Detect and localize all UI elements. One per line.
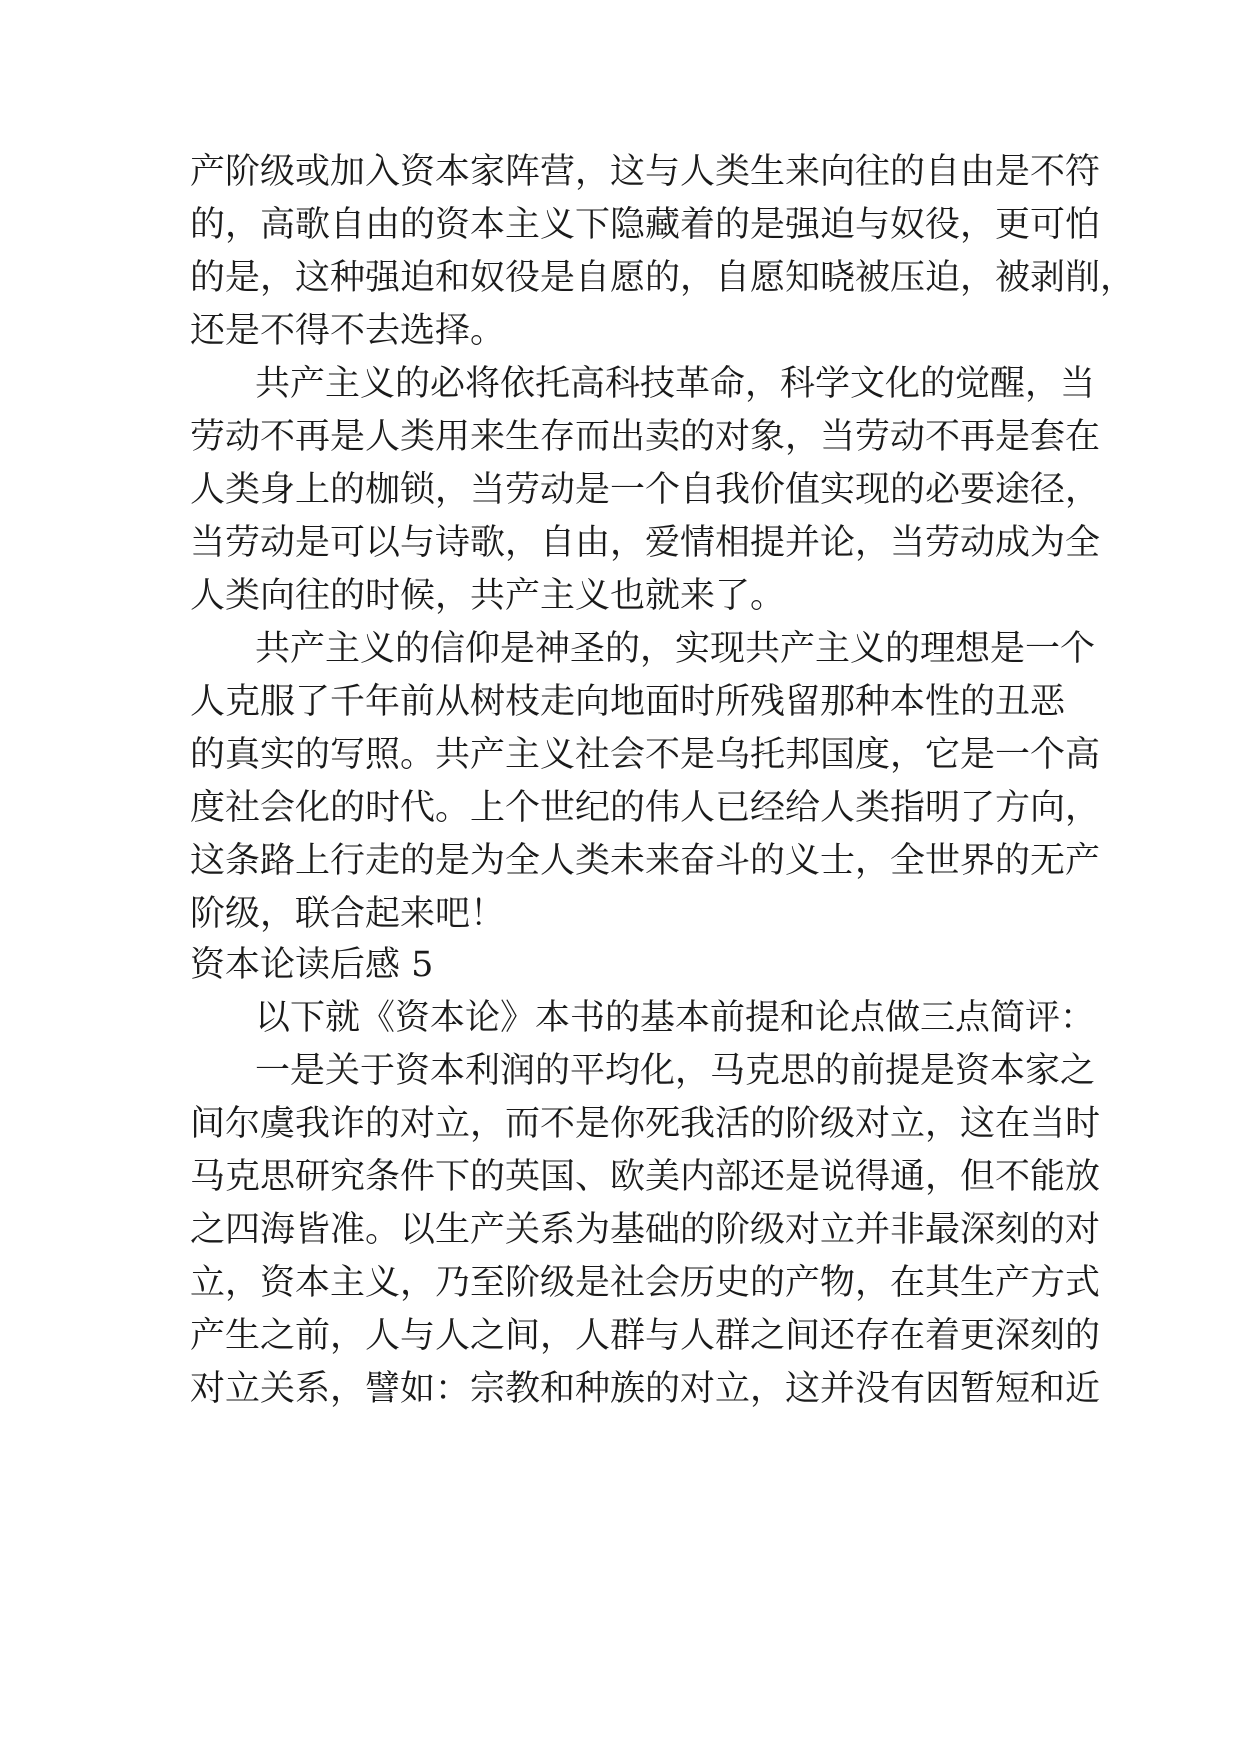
text-line: 人克服了千年前从树枝走向地面时所残留那种本性的丑恶 (190, 682, 1066, 722)
text-line: 还是不得不去选择。 (190, 311, 506, 351)
text-line: 马克思研究条件下的英国、欧美内部还是说得通，但不能放 (190, 1157, 1101, 1197)
text-line: 这条路上行走的是为全人类未来奋斗的义士，全世界的无产 (190, 841, 1101, 881)
text-line: 共产主义的必将依托高科技革命，科学文化的觉醒，当 (255, 364, 1096, 404)
text-line: 阶级，联合起来吧！ (190, 894, 506, 934)
text-line: 劳动不再是人类用来生存而出卖的对象，当劳动不再是套在 (190, 417, 1101, 457)
text-line: 对立关系，譬如：宗教和种族的对立，这并没有因暂短和近 (190, 1369, 1101, 1409)
text-line: 人类向往的时候，共产主义也就来了。 (190, 576, 786, 616)
text-line: 度社会化的时代。上个世纪的伟人已经给人类指明了方向， (190, 788, 1101, 828)
text-line: 产阶级或加入资本家阵营，这与人类生来向往的自由是不符 (190, 152, 1101, 192)
text-line: 以下就《资本论》本书的基本前提和论点做三点简评： (255, 998, 1096, 1038)
text-line: 之四海皆准。以生产关系为基础的阶级对立并非最深刻的对 (190, 1210, 1101, 1250)
text-line: 的真实的写照。共产主义社会不是乌托邦国度，它是一个高 (190, 735, 1101, 775)
text-line: 人类身上的枷锁，当劳动是一个自我价值实现的必要途径， (190, 470, 1101, 510)
text-line: 的是，这种强迫和奴役是自愿的，自愿知晓被压迫，被剥削， (190, 258, 1136, 298)
section-heading: 资本论读后感 5 (190, 945, 434, 985)
text-line: 的，高歌自由的资本主义下隐藏着的是强迫与奴役，更可怕 (190, 205, 1101, 245)
text-line: 产生之前，人与人之间，人群与人群之间还存在着更深刻的 (190, 1316, 1101, 1356)
text-line: 共产主义的信仰是神圣的，实现共产主义的理想是一个 (255, 629, 1096, 669)
text-line: 当劳动是可以与诗歌，自由，爱情相提并论，当劳动成为全 (190, 523, 1101, 563)
text-line: 立，资本主义，乃至阶级是社会历史的产物，在其生产方式 (190, 1263, 1101, 1303)
text-line: 一是关于资本利润的平均化，马克思的前提是资本家之 (255, 1051, 1096, 1091)
text-line: 间尔虞我诈的对立，而不是你死我活的阶级对立，这在当时 (190, 1104, 1101, 1144)
